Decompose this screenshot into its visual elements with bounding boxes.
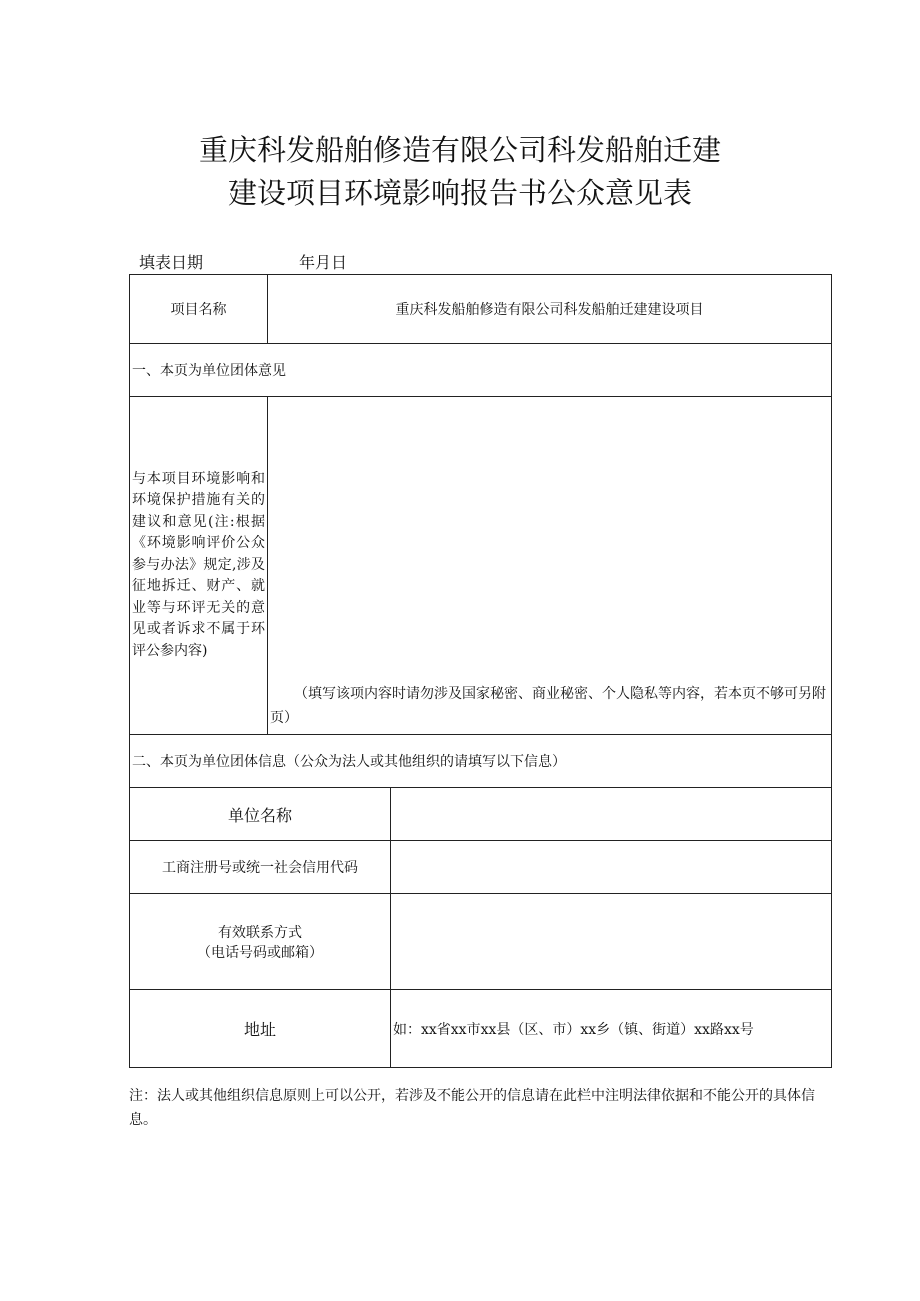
- fill-date-value[interactable]: 年月日: [299, 253, 348, 272]
- project-name-label: 项目名称: [130, 275, 268, 344]
- registration-row: [130, 841, 832, 894]
- project-row: [130, 275, 832, 344]
- project-name-value: 重庆科发船舶修造有限公司科发船舶迁建建设项目: [268, 275, 832, 344]
- registration-label: 工商注册号或统一社会信用代码: [130, 841, 391, 894]
- opinion-note-text: （填写该项内容时请勿涉及国家秘密、商业秘密、个人隐私等内容，若本页不够可另附页）: [270, 686, 826, 726]
- document-title-line1: 重庆科发船舶修造有限公司科发船舶迁建: [198, 133, 721, 167]
- section2-heading: 二、本页为单位团体信息（公众为法人或其他组织的请填写以下信息）: [130, 735, 832, 788]
- opinion-form-table: [129, 274, 832, 1068]
- opinion-label: [130, 397, 268, 735]
- contact-input[interactable]: [391, 894, 832, 990]
- fill-date-label: 填表日期: [139, 253, 204, 272]
- opinion-row: [130, 397, 832, 735]
- document-title-line2: 建设项目环境影响报告书公众意见表: [227, 176, 692, 210]
- contact-label-line1: 有效联系方式: [218, 924, 302, 941]
- opinion-label-text: 与本项目环境影响和环境保护措施有关的建议和意见(注:根据《环境影响评价公众参与办法》规定,涉及征地拆迁、财产、就业等与环评无关的意见或者诉求不属于环评公参内容): [132, 470, 265, 659]
- section1-heading: 一、本页为单位团体意见: [130, 344, 832, 397]
- unit-name-input[interactable]: [391, 788, 832, 841]
- address-label: 地址: [130, 990, 391, 1068]
- address-input[interactable]: 如：xx省xx市xx县（区、市）xx乡（镇、街道）xx路xx号: [391, 990, 832, 1068]
- contact-row: [130, 894, 832, 990]
- opinion-input-cell[interactable]: [268, 397, 832, 735]
- opinion-note: [270, 682, 827, 730]
- unit-name-row: [130, 788, 832, 841]
- registration-input[interactable]: [391, 841, 832, 894]
- address-row: [130, 990, 832, 1068]
- unit-name-label: 单位名称: [130, 788, 391, 841]
- contact-label: [130, 894, 391, 990]
- contact-label-line2: （电话号码或邮箱）: [197, 944, 323, 961]
- section2-heading-row: [130, 735, 832, 788]
- footnote: 注：法人或其他组织信息原则上可以公开，若涉及不能公开的信息请在此栏中注明法律依据和不能公开的具体信息。: [129, 1088, 815, 1128]
- section1-heading-row: [130, 344, 832, 397]
